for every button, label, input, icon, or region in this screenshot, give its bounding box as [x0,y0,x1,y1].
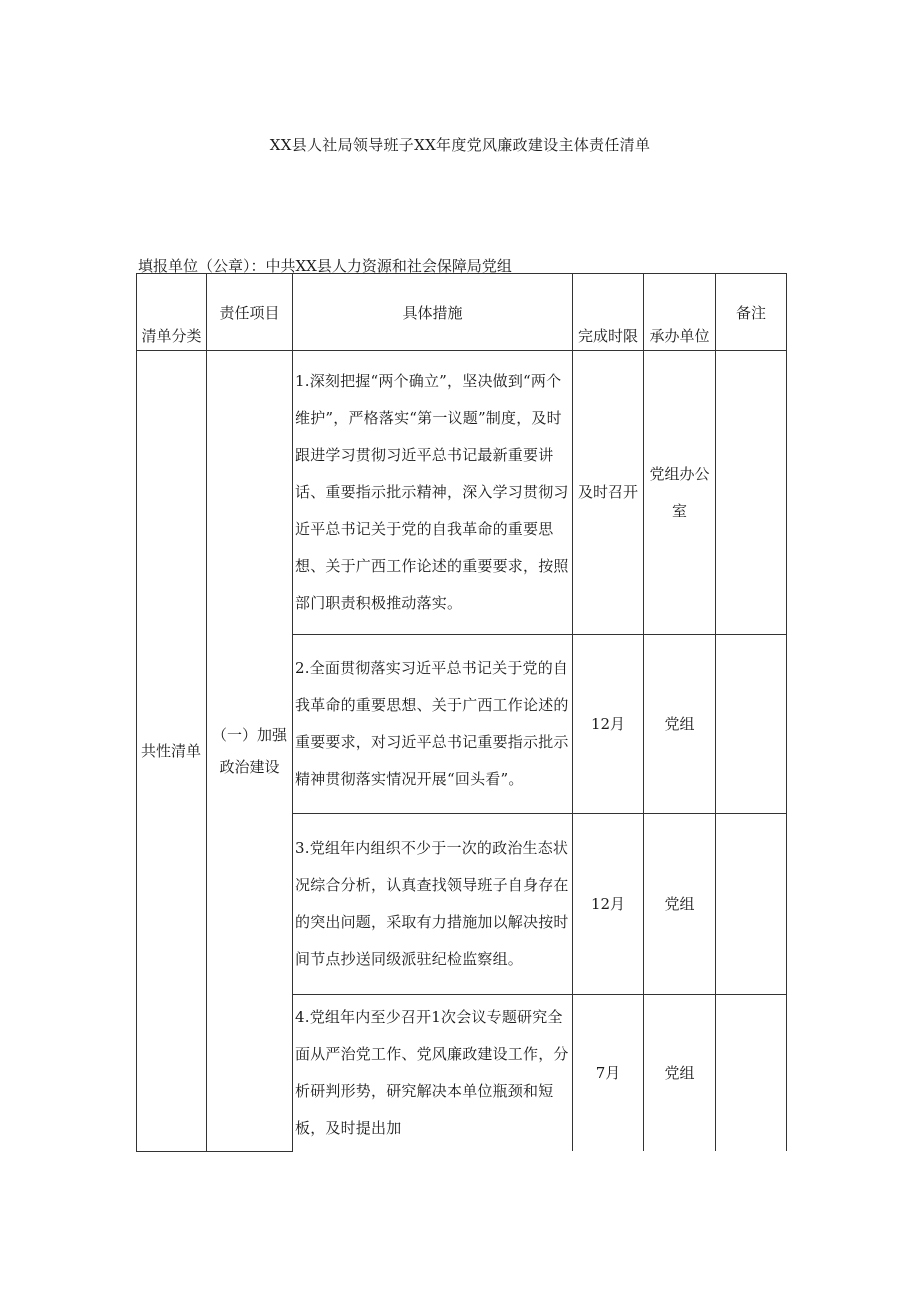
header-org: 承办单位 [644,274,716,351]
deadline-cell: 7月 [573,995,644,1152]
measure-cell: 1.深刻把握“两个确立”，坚决做到“两个维护”，严格落实“第一议题”制度，及时跟进学习贯彻习近平总书记最新重要讲话、重要指示批示精神，深入学习贯彻习近平总书记关于党的自我革命的重要思想、关于广西工作论述的重要要求，按照部门职责积极推动落实。 [293,351,573,635]
table-header-row [137,274,787,351]
measure-cell: 4.党组年内至少召开1次会议专题研究全面从严治党工作、党风廉政建设工作，分析研判形势，研究解决本单位瓶颈和短板，及时提出加 [293,995,573,1152]
category-cell: 共性清单 [137,351,207,1152]
org-cell: 党组 [644,814,716,995]
table-row [137,351,787,635]
header-note: 备注 [716,274,787,351]
measure-cell: 3.党组年内组织不少于一次的政治生态状况综合分析，认真查找领导班子自身存在的突出问题，采取有力措施加以解决按时间节点抄送同级派驻纪检监察组。 [293,814,573,995]
org-cell: 党组办公室 [644,351,716,635]
header-deadline: 完成时限 [573,274,644,351]
note-cell [716,814,787,995]
responsibility-table [136,273,787,1152]
note-cell [716,635,787,814]
deadline-cell: 12月 [573,814,644,995]
org-cell: 党组 [644,635,716,814]
item-cell: （一）加强政治建设 [207,351,293,1152]
note-cell [716,351,787,635]
note-cell [716,995,787,1152]
reporting-unit: 填报单位（公章）：中共XX县人力资源和社会保障局党组 [138,257,512,275]
deadline-cell: 及时召开 [573,351,644,635]
deadline-cell: 12月 [573,635,644,814]
org-cell: 党组 [644,995,716,1152]
header-category: 清单分类 [137,274,207,351]
measure-cell: 2.全面贯彻落实习近平总书记关于党的自我革命的重要思想、关于广西工作论述的重要要求，对习近平总书记重要指示批示精神贯彻落实情况开展“回头看”。 [293,635,573,814]
header-item: 责任项目 [207,274,293,351]
document-title: XX县人社局领导班子XX年度党风廉政建设主体责任清单 [269,136,651,154]
header-measure: 具体措施 [293,274,573,351]
